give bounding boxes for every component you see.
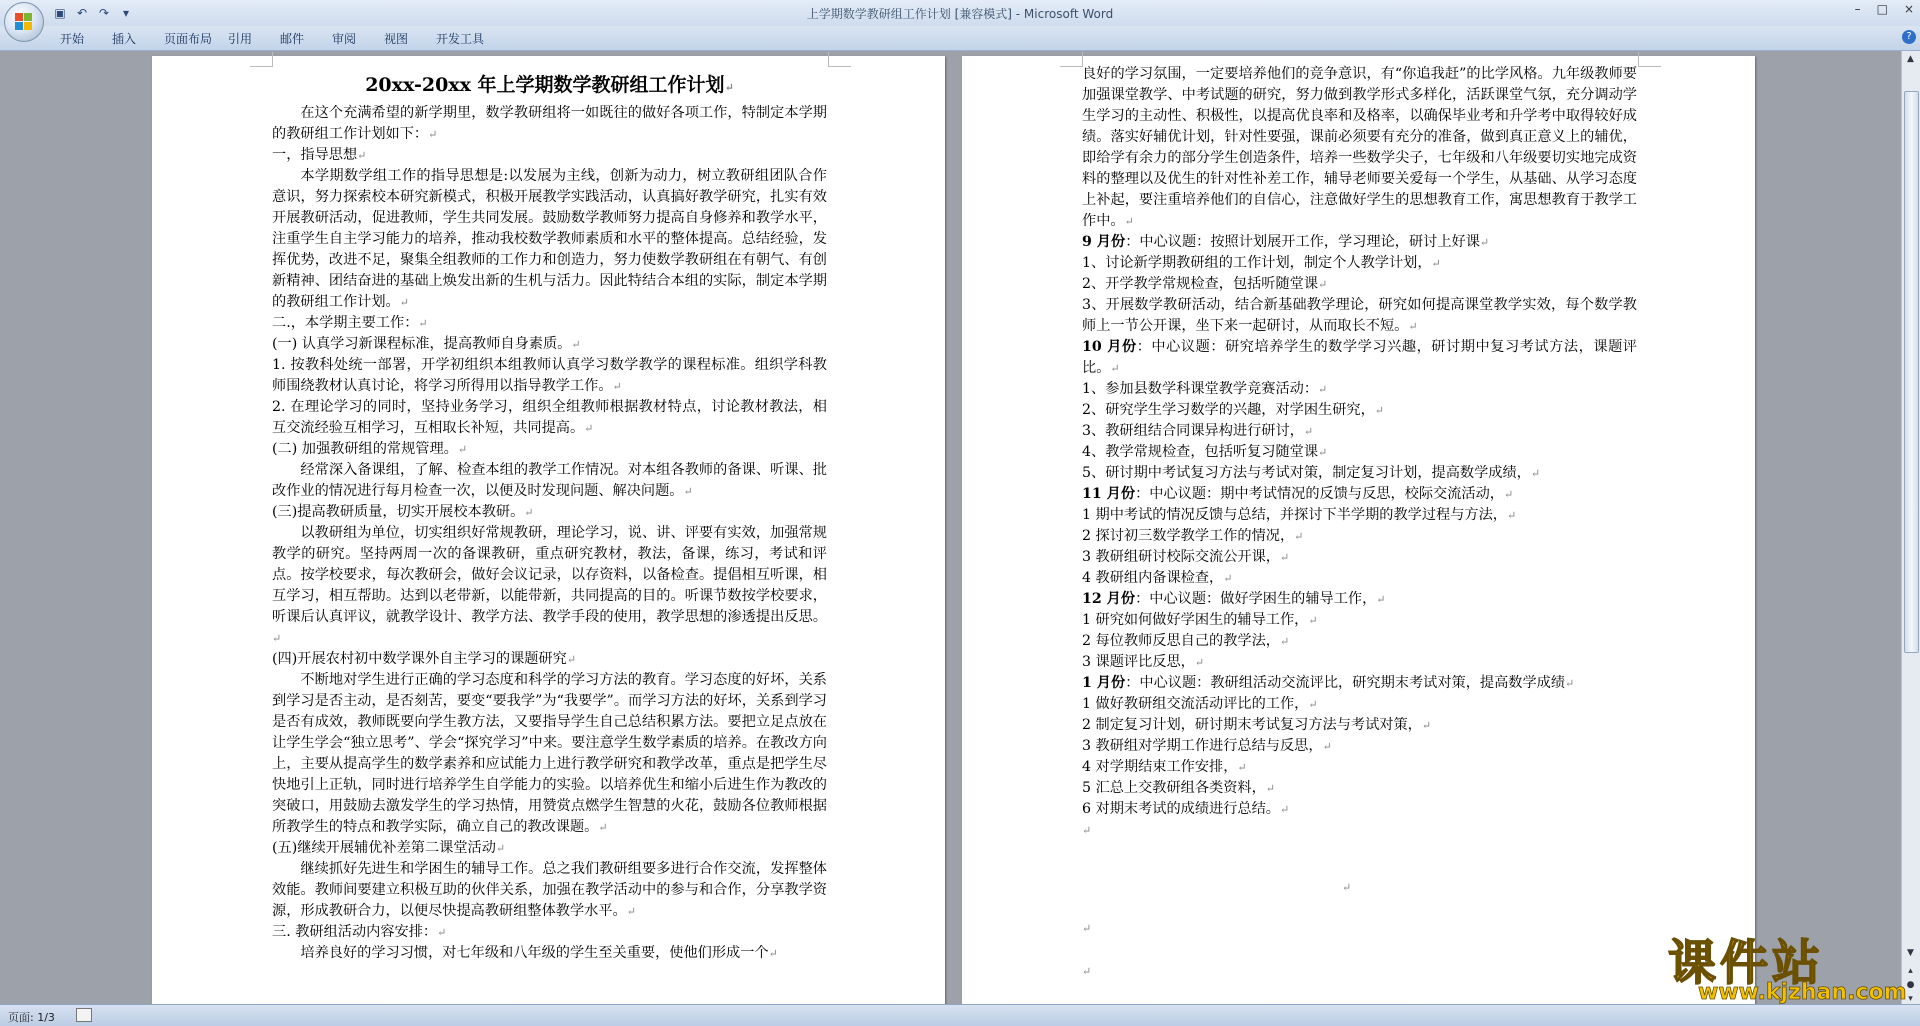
document-page-1 (152, 56, 945, 1004)
document-paragraph: 3、开展数学教研活动，结合新基础教学理论，研究如何提高课堂教学实效，每个数学教师上一节公开课，坐下来一起研讨，从而取长不短。↵ (1082, 297, 1637, 334)
scroll-down-icon[interactable]: ▼ (1907, 948, 1914, 958)
page-indicator[interactable]: 页面: 1/3 (8, 1011, 55, 1024)
document-paragraph: (一) 认真学习新课程标准，提高教师自身素质。↵ (272, 336, 581, 352)
undo-icon[interactable]: ↶ (76, 6, 88, 20)
document-paragraph: 2、研究学生学习数学的兴趣，对学困生研究，↵ (1082, 402, 1384, 418)
document-paragraph: 6 对期末考试的成绩进行总结。↵ (1082, 801, 1290, 817)
help-icon[interactable]: ? (1902, 30, 1916, 44)
scroll-up-icon[interactable]: ▲ (1907, 54, 1914, 64)
document-paragraph: 3、教研组结合同课异构进行研讨，↵ (1082, 423, 1314, 439)
office-button[interactable] (4, 2, 44, 42)
browse-object-icon[interactable]: ● (1906, 980, 1915, 990)
ribbon-tab[interactable]: 开始 (60, 32, 85, 46)
document-paragraph: 12 月份：中心议题：做好学困生的辅导工作，↵ (1082, 591, 1386, 607)
document-paragraph: (二) 加强教研组的常规管理。↵ (272, 441, 468, 457)
scrollbar-thumb[interactable] (1904, 91, 1919, 653)
document-paragraph: 11 月份：中心议题：期中考试情况的反馈与反思，校际交流活动，↵ (1082, 486, 1514, 502)
window-controls (1855, 2, 1914, 16)
document-paragraph: 1、参加县数学科课堂教学竞赛活动：↵ (1082, 381, 1328, 397)
empty-paragraph: ↵ (1082, 965, 1092, 978)
document-paragraph: 4 对学期结束工作安排，↵ (1082, 759, 1247, 775)
close-button[interactable]: × (1903, 2, 1914, 16)
ribbon-tab[interactable]: 审阅 (332, 32, 357, 46)
crop-mark (1060, 52, 1083, 67)
document-paragraph: 4 教研组内备课检查，↵ (1082, 570, 1233, 586)
document-paragraph: 2. 在理论学习的同时，坚持业务学习，组织全组教师根据教材特点，讨论教材教法，相互交流经验互相学习，互相取长补短，共同提高。↵ (272, 399, 827, 436)
proofing-icon[interactable] (76, 1008, 92, 1022)
ribbon-tabs (60, 30, 500, 47)
empty-paragraph: ↵ (1082, 824, 1092, 837)
window-title: 上学期数学教研组工作计划 [兼容模式] - Microsoft Word (806, 7, 1114, 21)
ribbon-tab[interactable]: 页面布局 (164, 32, 213, 46)
document-page-2 (962, 56, 1755, 1004)
document-paragraph: 二.，本学期主要工作：↵ (272, 315, 428, 331)
vertical-scrollbar[interactable] (1901, 51, 1920, 1004)
document-paragraph: 5 汇总上交教研组各类资料，↵ (1082, 780, 1276, 796)
document-paragraph: (四)开展农村初中数学课外自主学习的课题研究↵ (272, 651, 577, 667)
document-paragraph: 9 月份：中心议题：按照计划展开工作，学习理论，研讨上好课↵ (1082, 234, 1490, 250)
document-paragraph: 2 制定复习计划，研讨期末考试复习方法与考试对策，↵ (1082, 717, 1432, 733)
watermark-url: www.kjzhan.com (1698, 980, 1907, 1005)
ribbon-tab[interactable]: 开发工具 (436, 32, 485, 46)
minimize-button[interactable]: – (1854, 2, 1861, 16)
status-bar (0, 1004, 1920, 1026)
document-paragraph: (三)提高教研质量，切实开展校本教研。↵ (272, 504, 534, 520)
empty-paragraph: ↵ (1082, 922, 1092, 935)
document-paragraph: 1、讨论新学期教研组的工作计划，制定个人教学计划，↵ (1082, 255, 1441, 271)
document-paragraph: (五)继续开展辅优补差第二课堂活动↵ (272, 840, 506, 856)
document-paragraph: 1 研究如何做好学困生的辅导工作，↵ (1082, 612, 1318, 628)
document-canvas (0, 51, 1902, 1004)
document-paragraph: 良好的学习氛围，一定要培养他们的竞争意识，有“你追我赶”的比学风格。九年级教师要加强课堂教学、中考试题的研究，努力做到教学形式多样化，活跃课堂气氛，充分调动学生学习的主动性、积极性，以提高优良率和及格率，以确保毕业考和升学考中取得较好成绩。落实好辅优计划，针对性要强，课前必须要有充分的准备，做到真正意义上的辅优，即给学有余力的部分学生创造条件，培养一些数学尖子，七年级和八年级要切实地完成资料的整理以及优生的针对性补差工作，辅导老师要关爱每一个学生，从基础、从学习态度上补起，要注重培养他们的自信心，注意做好学生的思想教育工作，寓思想教育于教学工作中。↵ (1082, 66, 1637, 229)
page-1-body[interactable] (272, 66, 827, 964)
document-paragraph: 10 月份：中心议题：研究培养学生的数学学习兴趣，研讨期中复习考试方法，课题评比。↵ (1082, 339, 1637, 376)
document-paragraph: 以教研组为单位，切实组织好常规教研，理论学习，说、讲、评要有实效，加强常规教学的研究。坚持两周一次的备课教研，重点研究教材，教法，备课，练习，考试和评点。按学校要求，每次教研会，做好会议记录，以存资料，以备检查。提倡相互听课，相互学习，相互帮助。达到以老带新，以能带新，共同提高的目的。听课节数按学校要求，听课后认真评议，就教学设计、教学方法、教学手段的使用，教学思想的渗透提出反思。↵ (272, 525, 827, 645)
page-2-body[interactable] (1082, 64, 1637, 982)
redo-icon[interactable]: ↷ (98, 6, 110, 20)
customize-icon[interactable]: ▾ (122, 6, 130, 20)
document-paragraph: 继续抓好先进生和学困生的辅导工作。总之我们教研组要多进行合作交流，发挥整体效能。教师间要建立积极互助的伙伴关系，加强在教学活动中的参与和合作，分享教学资源，形成教研合力，以便尽快提高教研组整体教学水平。↵ (272, 861, 827, 919)
document-paragraph: 一，指导思想↵ (272, 147, 367, 163)
document-paragraph: 5、研讨期中考试复习方法与考试对策，制定复习计划，提高数学成绩，↵ (1082, 465, 1541, 481)
ribbon-tab[interactable]: 视图 (384, 32, 409, 46)
save-icon[interactable]: ▣ (54, 6, 66, 20)
document-paragraph: 2、开学教学常规检查，包括听随堂课↵ (1082, 276, 1328, 292)
document-paragraph: 经常深入备课组，了解、检查本组的教学工作情况。对本组各教师的备课、听课、批改作业的情况进行每月检查一次，以便及时发现问题、解决问题。↵ (272, 462, 827, 499)
document-paragraph: 在这个充满希望的新学期里，数学教研组将一如既往的做好各项工作，特制定本学期的教研组工作计划如下：↵ (272, 105, 827, 142)
title-bar (0, 0, 1920, 26)
document-paragraph: 1 月份：中心议题：教研组活动交流评比，研究期末考试对策，提高数学成绩↵ (1082, 675, 1575, 691)
ribbon-tab[interactable]: 邮件 (280, 32, 305, 46)
document-paragraph: 三. 教研组活动内容安排：↵ (272, 924, 447, 940)
document-paragraph: 培养良好的学习习惯，对七年级和八年级的学生至关重要，使他们形成一个↵ (300, 945, 778, 961)
maximize-button[interactable]: □ (1876, 2, 1888, 16)
crop-mark (828, 52, 851, 67)
document-paragraph: 2 探讨初三数学教学工作的情况，↵ (1082, 528, 1304, 544)
document-paragraph: 本学期数学组工作的指导思想是:以发展为主线，创新为动力，树立教研组团队合作意识，努力探索校本研究新模式，积极开展教学实践活动，认真搞好教学研究，扎实有效开展教研活动，促进教师，学生共同发展。鼓励数学教师努力提高自身修养和教学水平，注重学生自主学习能力的培养，推动我校数学教师素质和水平的整体提高。总结经验，发挥优势，改进不足，聚集全组教师的工作力和创造力，努力使数学教研组在有朝气、有创新精神、团结奋进的基础上焕发出新的生机与活力。因此特结合本组的实际，制定本学期的教研组工作计划。↵ (272, 168, 827, 310)
crop-mark (250, 52, 273, 67)
document-paragraph: 4、教学常规检查，包括听复习随堂课↵ (1082, 444, 1328, 460)
crop-mark (1638, 52, 1661, 67)
quick-access-toolbar (52, 4, 134, 22)
document-paragraph: 3 课题评比反思，↵ (1082, 654, 1205, 670)
empty-paragraph: ↵ (1342, 881, 1352, 894)
document-paragraph: 3 教研组研讨校际交流公开课，↵ (1082, 549, 1290, 565)
document-paragraph: 2 每位教师反思自己的教学法，↵ (1082, 633, 1290, 649)
next-page-icon[interactable]: ▾ (1908, 994, 1913, 1004)
document-title: 20xx-20xx 年上学期数学教研组工作计划↵ (365, 74, 734, 96)
document-paragraph: 1 期中考试的情况反馈与总结，并探讨下半学期的教学过程与方法，↵ (1082, 507, 1517, 523)
watermark-logo: 课件站 (1668, 935, 1825, 991)
watermark (1668, 924, 1908, 1004)
ribbon-tab[interactable]: 插入 (112, 32, 137, 46)
prev-page-icon[interactable]: ▴ (1908, 966, 1913, 976)
ribbon-tab[interactable]: 引用 (228, 32, 253, 46)
document-paragraph: 3 教研组对学期工作进行总结与反思，↵ (1082, 738, 1332, 754)
document-paragraph: 1. 按教科处统一部署，开学初组织本组教师认真学习数学教学的课程标准。组织学科教师围绕教材认真讨论，将学习所得用以指导教学工作。↵ (272, 357, 827, 394)
document-paragraph: 不断地对学生进行正确的学习态度和科学的学习方法的教育。学习态度的好坏，关系到学习是否主动，是否刻苦，要变“要我学”为“我要学”。而学习方法的好坏，关系到学习是否有成效，教师既要向学生教方法，又要指导学生自己总结积累方法。要把立足点放在让学生学会“独立思考”、学会“探究学习”中来。要注意学生数学素质的培养。在教改方向上，主要从提高学生的数学素养和应试能力上进行教学研究和教学改革，重点是把学生尽快地引上正轨，同时进行培养学生自学能力的实验。以培养优生和缩小后进生作为教改的突破口，用鼓励去激发学生的学习热情，用赞赏点燃学生智慧的火花，鼓励各位教师根据所教学生的特点和教学实际，确立自己的教改课题。↵ (272, 672, 827, 835)
office-logo-icon (15, 13, 33, 31)
document-paragraph: 1 做好教研组交流活动评比的工作，↵ (1082, 696, 1318, 712)
ribbon-tab-bar (0, 26, 1920, 51)
